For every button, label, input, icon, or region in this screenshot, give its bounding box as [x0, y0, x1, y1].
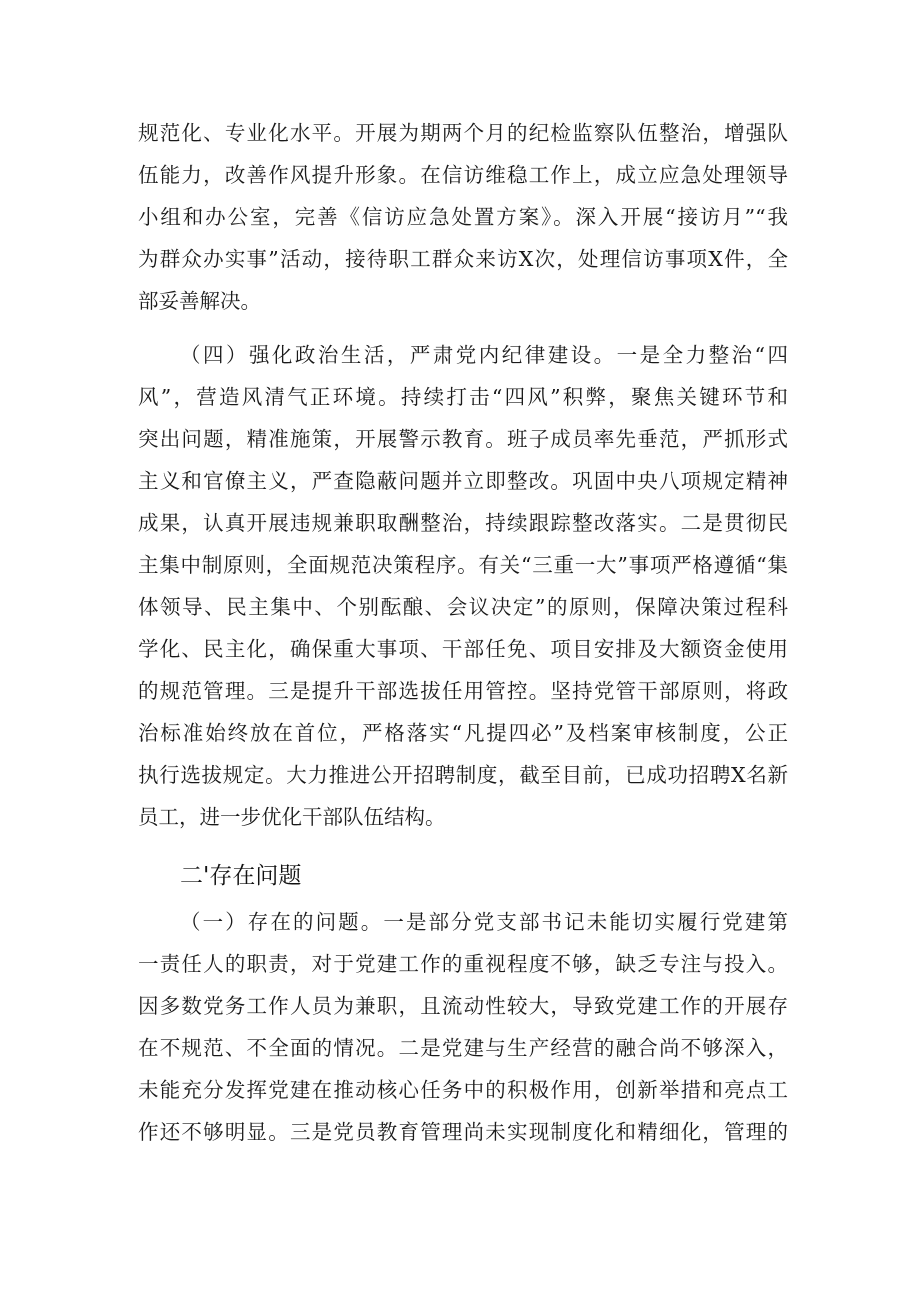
paragraph-line: 主集中制原则，全面规范决策程序。有关“三重一大”事项严格遵循“集 [138, 553, 788, 577]
paragraph-line: 伍能力，改善作风提升形象。在信访维稳工作上，成立应急处理领导 [138, 163, 788, 187]
paragraph-line: 成果，认真开展违规兼职取酬整治，持续跟踪整改落实。二是贯彻民 [138, 511, 788, 535]
paragraph-line: 执行选拔规定。大力推进公开招聘制度，截至目前，已成功招聘X名新 [138, 763, 788, 787]
paragraph-line: 学化、民主化，确保重大事项、干部任免、项目安排及大额资金使用 [138, 637, 788, 661]
paragraph-line: 小组和办公室，完善《信访应急处置方案》。深入开展“接访月”“我 [138, 205, 788, 229]
paragraph-line: 突出问题，精准施策，开展警示教育。班子成员率先垂范，严抓形式 [138, 427, 788, 451]
paragraph-line: 治标准始终放在首位，严格落实“凡提四必”及档案审核制度，公正 [138, 721, 788, 745]
paragraph-line: 的规范管理。三是提升干部选拔任用管控。坚持党管干部原则，将政 [138, 679, 788, 703]
paragraph-line: （四）强化政治生活，严肃党内纪律建设。一是全力整治“四 [180, 343, 788, 367]
paragraph-line: 规范化、专业化水平。开展为期两个月的纪检监察队伍整治，增强队 [138, 121, 788, 145]
paragraph-line: 因多数党务工作人员为兼职，且流动性较大，导致党建工作的开展存 [138, 994, 788, 1018]
paragraph-line: 作还不够明显。三是党员教育管理尚未实现制度化和精细化，管理的 [138, 1120, 788, 1144]
paragraph-line: 未能充分发挥党建在推动核心任务中的积极作用，创新举措和亮点工 [138, 1078, 788, 1102]
paragraph-line: 体领导、民主集中、个别酝酿、会议决定”的原则，保障决策过程科 [138, 595, 788, 619]
paragraph-line: 员工，进一步优化干部队伍结构。 [138, 805, 446, 829]
paragraph-line: （一）存在的问题。一是部分党支部书记未能切实履行党建第 [180, 910, 788, 934]
paragraph-line: 风”，营造风清气正环境。持续打击“四风”积弊，聚焦关键环节和 [138, 385, 788, 409]
paragraph-line: 一责任人的职责，对于党建工作的重视程度不够，缺乏专注与投入。 [138, 952, 788, 976]
paragraph-line: 部妥善解决。 [138, 289, 261, 313]
paragraph-line: 为群众办实事”活动，接待职工群众来访X次，处理信访事项X件，全 [138, 247, 788, 271]
section-heading: 二'存在问题 [180, 863, 302, 889]
paragraph-line: 主义和官僚主义，严查隐蔽问题并立即整改。巩固中央八项规定精神 [138, 469, 788, 493]
paragraph-line: 在不规范、不全面的情况。二是党建与生产经营的融合尚不够深入， [138, 1036, 788, 1060]
